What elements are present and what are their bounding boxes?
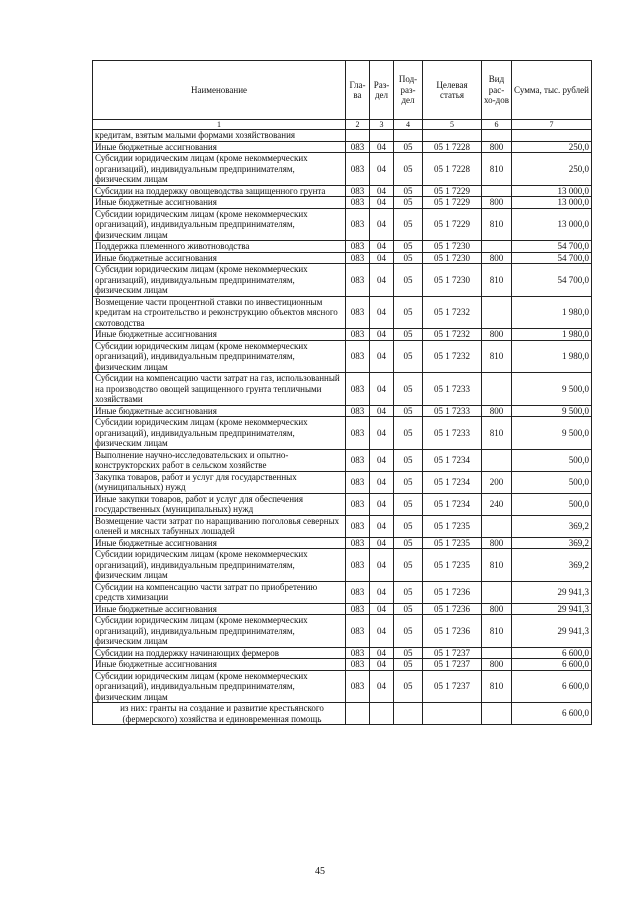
row-celevaya	[423, 130, 482, 142]
row-podrazdel: 05	[394, 493, 423, 515]
row-vid: 200	[482, 471, 512, 493]
row-podrazdel: 05	[394, 603, 423, 615]
table-row	[93, 549, 592, 582]
row-vid	[482, 647, 512, 659]
row-vid: 810	[482, 153, 512, 186]
table-row	[93, 670, 592, 703]
row-podrazdel: 05	[394, 417, 423, 450]
row-razdel: 04	[370, 659, 394, 671]
row-podrazdel: 05	[394, 264, 423, 297]
row-podrazdel: 05	[394, 252, 423, 264]
row-razdel: 04	[370, 373, 394, 406]
row-summa: 6 600,0	[512, 647, 592, 659]
row-podrazdel: 05	[394, 340, 423, 373]
row-razdel: 04	[370, 647, 394, 659]
header-name: Наименование	[93, 61, 346, 120]
row-razdel	[370, 130, 394, 142]
row-summa: 6 600,0	[512, 670, 592, 703]
row-vid	[482, 703, 512, 725]
row-celevaya: 05 1 7232	[423, 296, 482, 329]
table-row	[93, 130, 592, 142]
row-celevaya: 05 1 7235	[423, 549, 482, 582]
row-name: Субсидии на поддержку начинающих фермеров	[93, 647, 346, 659]
row-celevaya: 05 1 7237	[423, 659, 482, 671]
row-celevaya: 05 1 7228	[423, 153, 482, 186]
row-podrazdel: 05	[394, 153, 423, 186]
row-glava: 083	[346, 185, 370, 197]
table-row	[93, 197, 592, 209]
row-celevaya: 05 1 7229	[423, 197, 482, 209]
table-row	[93, 405, 592, 417]
table-row	[93, 252, 592, 264]
row-name: Иные закупки товаров, работ и услуг для обеспечения государственных (муниципальных) нужд	[93, 493, 346, 515]
row-glava: 083	[346, 405, 370, 417]
row-razdel: 04	[370, 208, 394, 241]
row-glava: 083	[346, 208, 370, 241]
row-celevaya: 05 1 7230	[423, 264, 482, 297]
row-name: Поддержка племенного животноводства	[93, 241, 346, 253]
row-razdel	[370, 703, 394, 725]
row-glava: 083	[346, 537, 370, 549]
row-celevaya: 05 1 7237	[423, 670, 482, 703]
row-name: Субсидии юридическим лицам (кроме некоммерческих организаций), индивидуальным предпринимателям, физическим лицам	[93, 417, 346, 450]
row-summa: 500,0	[512, 493, 592, 515]
row-razdel: 04	[370, 670, 394, 703]
row-podrazdel: 05	[394, 471, 423, 493]
table-row	[93, 153, 592, 186]
row-name: Субсидии юридическим лицам (кроме некоммерческих организаций), индивидуальным предпринимателям, физическим лицам	[93, 264, 346, 297]
row-vid	[482, 296, 512, 329]
row-vid	[482, 373, 512, 406]
row-razdel: 04	[370, 537, 394, 549]
row-vid	[482, 449, 512, 471]
table-row	[93, 208, 592, 241]
row-summa: 54 700,0	[512, 252, 592, 264]
row-glava: 083	[346, 264, 370, 297]
row-summa: 500,0	[512, 471, 592, 493]
row-summa: 500,0	[512, 449, 592, 471]
row-glava: 083	[346, 449, 370, 471]
row-celevaya: 05 1 7228	[423, 141, 482, 153]
row-celevaya: 05 1 7230	[423, 241, 482, 253]
row-podrazdel: 05	[394, 647, 423, 659]
row-podrazdel: 05	[394, 449, 423, 471]
row-name: Иные бюджетные ассигнования	[93, 197, 346, 209]
row-glava: 083	[346, 493, 370, 515]
budget-table	[92, 60, 592, 725]
column-number: 2	[346, 120, 370, 130]
row-podrazdel	[394, 130, 423, 142]
table-row	[93, 329, 592, 341]
column-number: 7	[512, 120, 592, 130]
row-vid: 810	[482, 670, 512, 703]
row-glava: 083	[346, 647, 370, 659]
row-glava: 083	[346, 471, 370, 493]
column-number: 1	[93, 120, 346, 130]
row-celevaya: 05 1 7233	[423, 373, 482, 406]
row-name: Иные бюджетные ассигнования	[93, 252, 346, 264]
row-name: Субсидии юридическим лицам (кроме некоммерческих организаций), индивидуальным предпринимателям, физическим лицам	[93, 549, 346, 582]
page-number: 45	[315, 866, 325, 877]
row-razdel: 04	[370, 471, 394, 493]
header-row	[93, 61, 592, 120]
row-glava	[346, 130, 370, 142]
row-razdel: 04	[370, 515, 394, 537]
table-row	[93, 449, 592, 471]
row-celevaya: 05 1 7235	[423, 515, 482, 537]
table-row	[93, 264, 592, 297]
table-row	[93, 603, 592, 615]
row-name: Субсидии юридическим лицам (кроме некоммерческих организаций), индивидуальным предпринимателям, физическим лицам	[93, 615, 346, 648]
row-razdel: 04	[370, 615, 394, 648]
row-glava: 083	[346, 141, 370, 153]
row-summa: 13 000,0	[512, 197, 592, 209]
row-podrazdel: 05	[394, 296, 423, 329]
row-podrazdel: 05	[394, 515, 423, 537]
row-vid: 800	[482, 329, 512, 341]
column-number: 5	[423, 120, 482, 130]
row-glava: 083	[346, 670, 370, 703]
row-name: Субсидии юридическим лицам (кроме некоммерческих организаций), индивидуальным предпринимателям, физическим лицам	[93, 340, 346, 373]
row-glava: 083	[346, 515, 370, 537]
row-razdel: 04	[370, 153, 394, 186]
row-vid	[482, 515, 512, 537]
table-row	[93, 647, 592, 659]
row-podrazdel: 05	[394, 537, 423, 549]
row-summa: 9 500,0	[512, 405, 592, 417]
row-name: Иные бюджетные ассигнования	[93, 329, 346, 341]
row-vid: 810	[482, 615, 512, 648]
row-razdel: 04	[370, 417, 394, 450]
row-name: Выполнение научно-исследовательских и опытно-конструкторских работ в сельском хозяйстве	[93, 449, 346, 471]
row-name: Закупка товаров, работ и услуг для государственных (муниципальных) нужд	[93, 471, 346, 493]
row-summa: 1 980,0	[512, 340, 592, 373]
row-name: Субсидии юридическим лицам (кроме некоммерческих организаций), индивидуальным предпринимателям, физическим лицам	[93, 208, 346, 241]
row-razdel: 04	[370, 340, 394, 373]
row-vid: 800	[482, 405, 512, 417]
row-vid: 810	[482, 264, 512, 297]
row-glava: 083	[346, 581, 370, 603]
table-row	[93, 703, 592, 725]
row-razdel: 04	[370, 185, 394, 197]
row-podrazdel	[394, 703, 423, 725]
row-name: кредитам, взятым малыми формами хозяйствования	[93, 130, 346, 142]
row-celevaya: 05 1 7233	[423, 405, 482, 417]
row-vid: 800	[482, 252, 512, 264]
row-vid: 810	[482, 208, 512, 241]
row-celevaya: 05 1 7234	[423, 449, 482, 471]
row-summa: 1 980,0	[512, 296, 592, 329]
row-razdel: 04	[370, 252, 394, 264]
row-summa: 250,0	[512, 153, 592, 186]
table-row	[93, 515, 592, 537]
row-glava: 083	[346, 241, 370, 253]
row-celevaya: 05 1 7229	[423, 185, 482, 197]
row-summa: 13 000,0	[512, 208, 592, 241]
column-number: 3	[370, 120, 394, 130]
row-summa: 369,2	[512, 515, 592, 537]
row-summa: 369,2	[512, 549, 592, 582]
row-name: Иные бюджетные ассигнования	[93, 405, 346, 417]
row-name: из них: гранты на создание и развитие крестьянского (фермерского) хозяйства и единовременная помощь	[93, 703, 346, 725]
column-number-row	[93, 120, 592, 130]
row-glava: 083	[346, 296, 370, 329]
row-celevaya: 05 1 7232	[423, 329, 482, 341]
row-podrazdel: 05	[394, 141, 423, 153]
row-glava: 083	[346, 615, 370, 648]
row-razdel: 04	[370, 329, 394, 341]
table-row	[93, 185, 592, 197]
row-celevaya	[423, 703, 482, 725]
row-summa: 6 600,0	[512, 659, 592, 671]
row-name: Иные бюджетные ассигнования	[93, 141, 346, 153]
row-podrazdel: 05	[394, 405, 423, 417]
row-celevaya: 05 1 7230	[423, 252, 482, 264]
table-row	[93, 296, 592, 329]
row-summa: 250,0	[512, 141, 592, 153]
row-summa: 54 700,0	[512, 241, 592, 253]
row-name: Субсидии на поддержку овощеводства защищенного грунта	[93, 185, 346, 197]
row-podrazdel: 05	[394, 373, 423, 406]
row-celevaya: 05 1 7234	[423, 493, 482, 515]
row-summa: 369,2	[512, 537, 592, 549]
row-vid: 810	[482, 340, 512, 373]
row-razdel: 04	[370, 264, 394, 297]
table-row	[93, 615, 592, 648]
row-glava: 083	[346, 252, 370, 264]
row-vid: 800	[482, 659, 512, 671]
row-vid: 800	[482, 141, 512, 153]
row-podrazdel: 05	[394, 241, 423, 253]
table-row	[93, 417, 592, 450]
row-podrazdel: 05	[394, 581, 423, 603]
row-razdel: 04	[370, 581, 394, 603]
row-summa: 1 980,0	[512, 329, 592, 341]
row-celevaya: 05 1 7235	[423, 537, 482, 549]
table-row	[93, 493, 592, 515]
row-glava: 083	[346, 373, 370, 406]
row-vid: 810	[482, 549, 512, 582]
row-summa: 54 700,0	[512, 264, 592, 297]
column-number: 4	[394, 120, 423, 130]
row-summa: 29 941,3	[512, 615, 592, 648]
row-glava: 083	[346, 153, 370, 186]
table-row	[93, 581, 592, 603]
row-vid: 800	[482, 603, 512, 615]
row-glava: 083	[346, 603, 370, 615]
table-row	[93, 340, 592, 373]
row-podrazdel: 05	[394, 197, 423, 209]
table-row	[93, 241, 592, 253]
row-name: Иные бюджетные ассигнования	[93, 603, 346, 615]
row-vid: 240	[482, 493, 512, 515]
row-razdel: 04	[370, 296, 394, 329]
header-summa: Сумма, тыс. рублей	[512, 61, 592, 120]
row-vid: 810	[482, 417, 512, 450]
header-razdel: Раз-дел	[370, 61, 394, 120]
row-summa: 9 500,0	[512, 417, 592, 450]
row-celevaya: 05 1 7236	[423, 615, 482, 648]
row-razdel: 04	[370, 549, 394, 582]
row-vid: 800	[482, 197, 512, 209]
row-glava: 083	[346, 329, 370, 341]
row-vid: 800	[482, 537, 512, 549]
table-row	[93, 537, 592, 549]
row-glava: 083	[346, 340, 370, 373]
row-summa: 9 500,0	[512, 373, 592, 406]
row-name: Субсидии юридическим лицам (кроме некоммерческих организаций), индивидуальным предпринимателям, физическим лицам	[93, 670, 346, 703]
row-glava: 083	[346, 659, 370, 671]
row-name: Субсидии юридическим лицам (кроме некоммерческих организаций), индивидуальным предпринимателям, физическим лицам	[93, 153, 346, 186]
row-podrazdel: 05	[394, 208, 423, 241]
row-vid	[482, 241, 512, 253]
row-razdel: 04	[370, 197, 394, 209]
row-summa: 6 600,0	[512, 703, 592, 725]
header-celevaya: Целевая статья	[423, 61, 482, 120]
row-razdel: 04	[370, 603, 394, 615]
row-celevaya: 05 1 7233	[423, 417, 482, 450]
column-number: 6	[482, 120, 512, 130]
row-name: Субсидии на компенсацию части затрат по приобретению средств химизации	[93, 581, 346, 603]
row-glava: 083	[346, 549, 370, 582]
row-summa: 29 941,3	[512, 581, 592, 603]
header-vid: Вид рас-хо-дов	[482, 61, 512, 120]
row-name: Субсидии на компенсацию части затрат на газ, использованный на производство овощей защищенного грунта тепличными хозяйствами	[93, 373, 346, 406]
row-glava	[346, 703, 370, 725]
row-podrazdel: 05	[394, 670, 423, 703]
row-name: Иные бюджетные ассигнования	[93, 659, 346, 671]
row-summa: 13 000,0	[512, 185, 592, 197]
row-name: Иные бюджетные ассигнования	[93, 537, 346, 549]
table-body	[93, 130, 592, 725]
row-vid	[482, 130, 512, 142]
table-row	[93, 471, 592, 493]
row-vid	[482, 581, 512, 603]
table-row	[93, 373, 592, 406]
row-summa: 29 941,3	[512, 603, 592, 615]
row-summa	[512, 130, 592, 142]
row-celevaya: 05 1 7234	[423, 471, 482, 493]
row-razdel: 04	[370, 405, 394, 417]
row-name: Возмещение части затрат по наращиванию поголовья северных оленей и мясных табунных лошадей	[93, 515, 346, 537]
row-name: Возмещение части процентной ставки по инвестиционным кредитам на строительство и реконструкцию объектов мясного скотоводства	[93, 296, 346, 329]
row-razdel: 04	[370, 493, 394, 515]
row-podrazdel: 05	[394, 615, 423, 648]
row-celevaya: 05 1 7237	[423, 647, 482, 659]
row-podrazdel: 05	[394, 659, 423, 671]
row-celevaya: 05 1 7229	[423, 208, 482, 241]
row-celevaya: 05 1 7232	[423, 340, 482, 373]
row-razdel: 04	[370, 241, 394, 253]
row-razdel: 04	[370, 449, 394, 471]
row-vid	[482, 185, 512, 197]
table-row	[93, 141, 592, 153]
row-podrazdel: 05	[394, 549, 423, 582]
header-podrazdel: Под-раз-дел	[394, 61, 423, 120]
row-razdel: 04	[370, 141, 394, 153]
row-glava: 083	[346, 197, 370, 209]
row-celevaya: 05 1 7236	[423, 581, 482, 603]
row-podrazdel: 05	[394, 185, 423, 197]
row-celevaya: 05 1 7236	[423, 603, 482, 615]
table-row	[93, 659, 592, 671]
row-glava: 083	[346, 417, 370, 450]
header-glava: Гла-ва	[346, 61, 370, 120]
row-podrazdel: 05	[394, 329, 423, 341]
